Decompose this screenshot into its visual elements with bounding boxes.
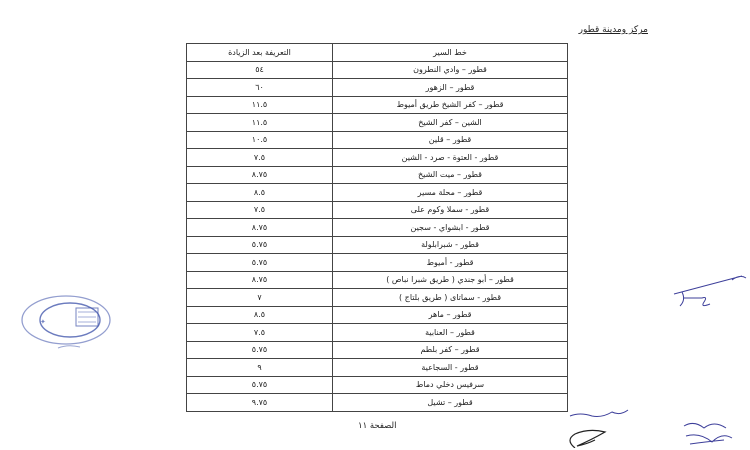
route-cell: قطور – كفر بلطم [333,341,568,359]
fare-cell: ٥.٧٥ [187,236,333,254]
route-cell: قطور - أميوط [333,254,568,272]
route-cell: قطور – ماهر [333,306,568,324]
handwritten-signature-icon [672,272,750,312]
route-cell: قطور – أبو جندي ( طريق شبرا نباص ) [333,271,568,289]
fare-cell: ٥.٧٥ [187,341,333,359]
route-cell: سرفيس دخلي دماط [333,376,568,394]
svg-text:✦: ✦ [40,318,46,326]
route-cell: قطور - ابشواي - سجين [333,219,568,237]
table-row [187,236,568,254]
document-heading: مركز ومدينة قطور [578,25,648,35]
route-cell: قطور – الزهور [333,79,568,97]
route-cell: قطور - شبرابلولة [333,236,568,254]
table-row [187,271,568,289]
table-row [187,324,568,342]
table-row [187,166,568,184]
route-cell: قطور - سماتاى ( طريق بلتاج ) [333,289,568,307]
fare-cell: ٧.٥ [187,324,333,342]
table-row [187,201,568,219]
table-row [187,184,568,202]
fare-table [186,43,568,412]
page-number: الصفحة ١١ [358,421,397,431]
table-row [187,131,568,149]
route-cell: الشين – كفر الشيخ [333,114,568,132]
fare-cell: ٦٠ [187,79,333,97]
table-row [187,341,568,359]
fare-cell: ٥.٧٥ [187,376,333,394]
fare-cell: ٩ [187,359,333,377]
fare-cell: ٨.٧٥ [187,166,333,184]
fare-cell: ٨.٥ [187,184,333,202]
header-fare: التعريفة بعد الزيادة [187,44,333,62]
table-row [187,376,568,394]
fare-cell: ٨.٧٥ [187,219,333,237]
table-row [187,219,568,237]
fare-cell: ٨.٧٥ [187,271,333,289]
table-row [187,61,568,79]
table-row [187,359,568,377]
route-cell: قطور – ميت الشيخ [333,166,568,184]
table-row [187,79,568,97]
table-row [187,114,568,132]
fare-cell: ١١.٥ [187,96,333,114]
fare-cell: ١١.٥ [187,114,333,132]
fare-cell: ٥٤ [187,61,333,79]
table-row [187,254,568,272]
fare-cell: ٧ [187,289,333,307]
route-cell: قطور – العنابية [333,324,568,342]
route-cell: قطور - العتوة - صرد - الشين [333,149,568,167]
fare-cell: ٧.٥ [187,149,333,167]
route-cell: قطور – تشيل [333,394,568,412]
handwritten-signature-icon [555,408,650,448]
fare-cell: ١٠.٥ [187,131,333,149]
fare-cell: ٨.٥ [187,306,333,324]
header-route: خط السير [333,44,568,62]
fare-cell: ٩.٧٥ [187,394,333,412]
handwritten-signature-icon [680,418,740,448]
route-cell: قطور – قلين [333,131,568,149]
official-seal-icon [18,290,113,355]
route-cell: قطور – محلة مسير [333,184,568,202]
table-row [187,96,568,114]
table-row [187,306,568,324]
table-row [187,394,568,412]
fare-cell: ٥.٧٥ [187,254,333,272]
table-header-row [187,44,568,62]
table-row [187,149,568,167]
fare-cell: ٧.٥ [187,201,333,219]
route-cell: قطور – وادي النطرون [333,61,568,79]
table-row [187,289,568,307]
route-cell: قطور – كفر الشيخ طريق أميوط [333,96,568,114]
route-cell: قطور - سملا وكوم على [333,201,568,219]
route-cell: قطور - السجاعية [333,359,568,377]
